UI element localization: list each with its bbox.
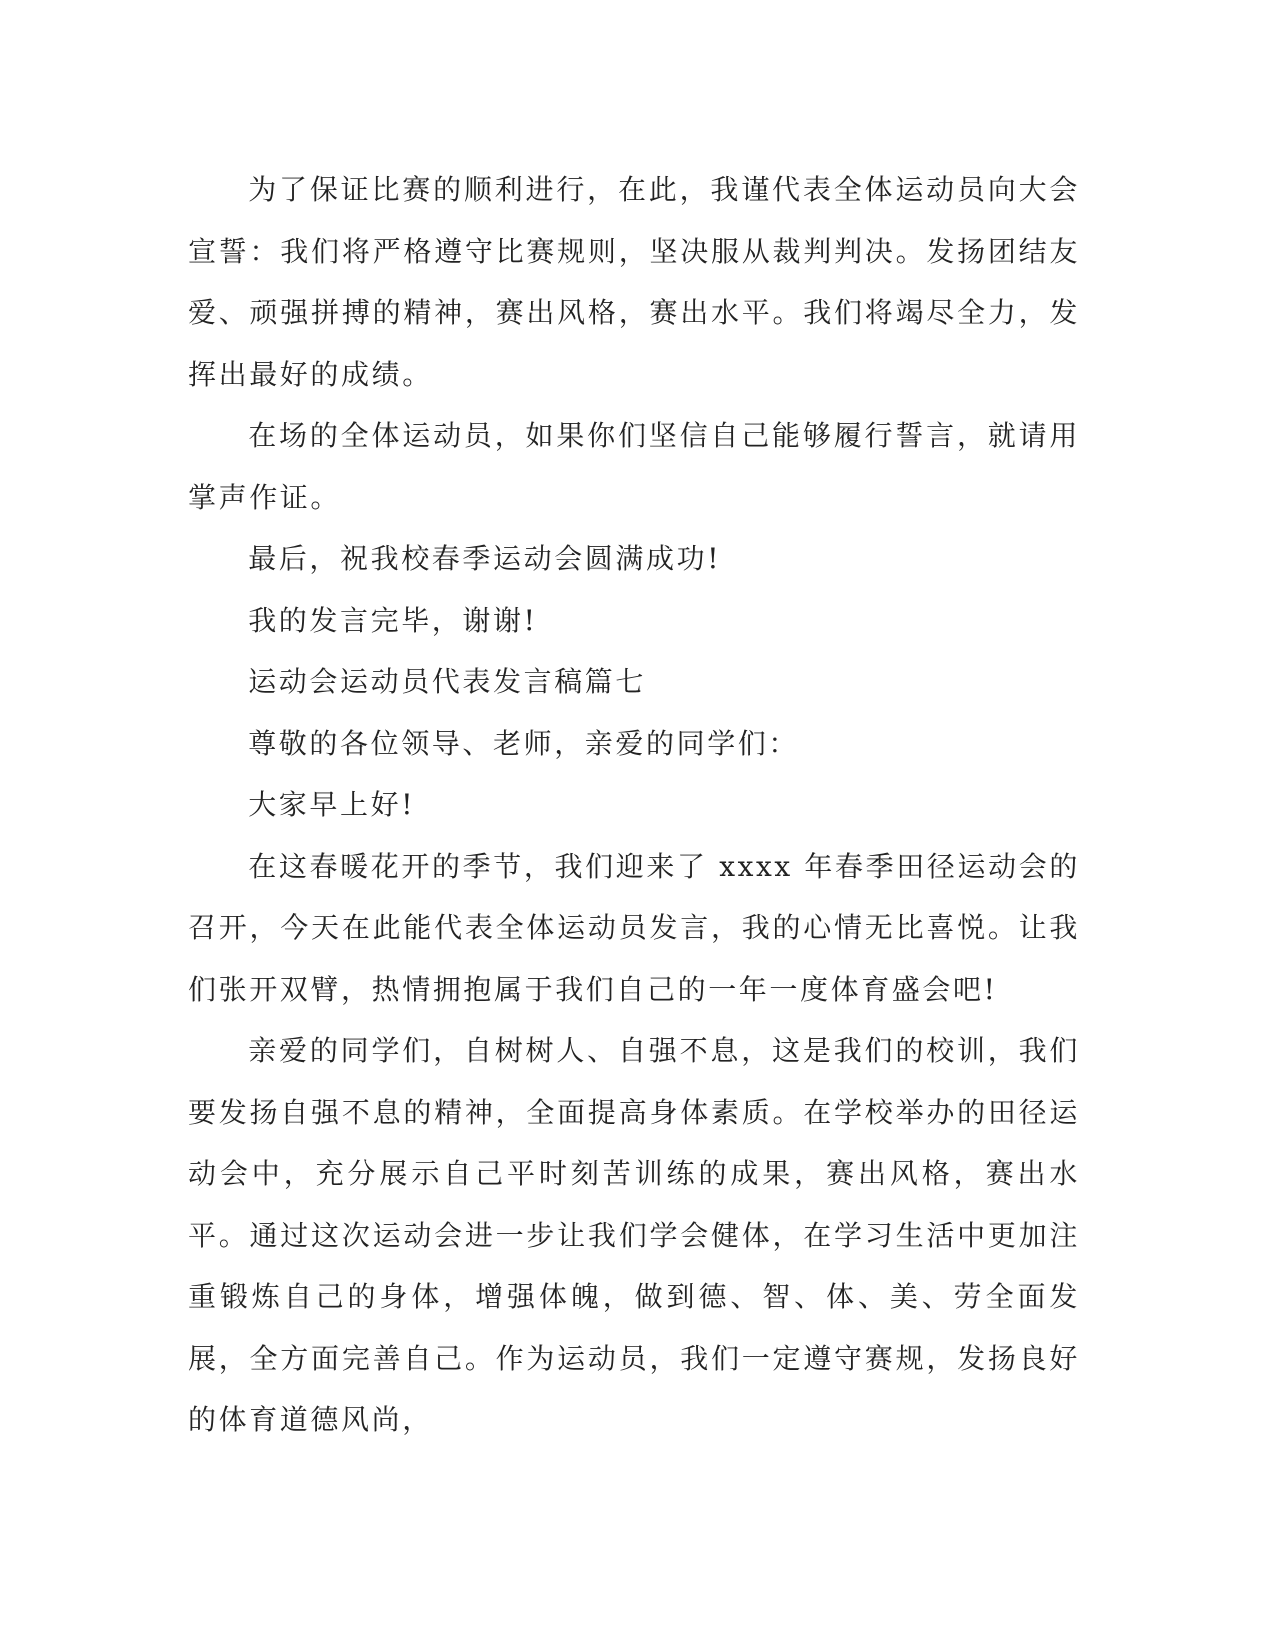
paragraph-applause: 在场的全体运动员，如果你们坚信自己能够履行誓言，就请用掌声作证。 [188,419,1080,514]
paragraph-salutation: 尊敬的各位领导、老师，亲爱的同学们： [248,726,799,760]
paragraph-motto: 亲爱的同学们，自树树人、自强不息，这是我们的校训，我们要发扬自强不息的精神，全面提高身体素质。在学校举办的田径运动会中，充分展示自己平时刻苦训练的成果，赛出风格，赛出水平。通过这次运动会进一步让我们学会健体，在学习生活中更加注重锻炼自己的身体，增强体魄，做到德、智、体、美、劳全面发展，全方面完善自己。作为运动员，我们一定遵守赛规，发扬良好的体育道德风尚， [188,1034,1080,1436]
document-body [188,159,1080,1451]
paragraph-opening: 在这春暖花开的季节，我们迎来了 xxxx 年春季田径运动会的召开，今天在此能代表全体运动员发言，我的心情无比喜悦。让我们张开双臂，热情拥抱属于我们自己的一年一度体育盛会吧! [188,849,1080,1006]
paragraph-closing: 我的发言完毕，谢谢! [248,603,538,637]
paragraph-oath: 为了保证比赛的顺利进行，在此，我谨代表全体运动员向大会宣誓：我们将严格遵守比赛规则，坚决服从裁判判决。发扬团结友爱、顽强拼搏的精神，赛出风格，赛出水平。我们将竭尽全力，发挥出最好的成绩。 [188,173,1080,391]
paragraph-wish: 最后，祝我校春季运动会圆满成功! [248,542,722,575]
paragraph-greeting: 大家早上好! [248,788,416,821]
section-heading: 运动会运动员代表发言稿篇七 [248,665,646,698]
